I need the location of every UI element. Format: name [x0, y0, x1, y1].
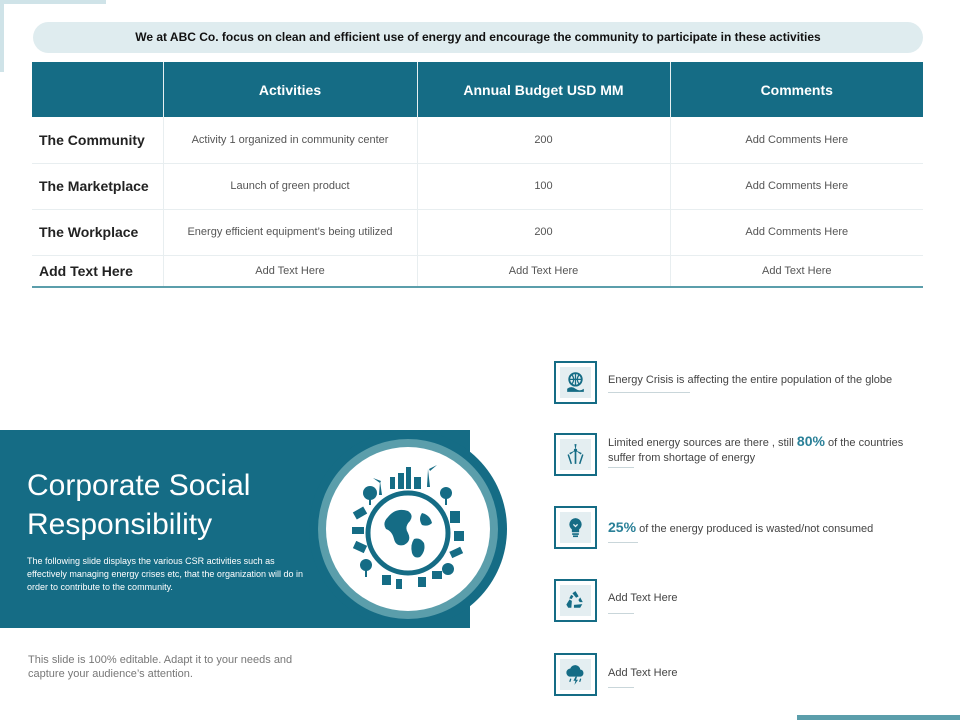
stat-80-percent: 80% — [796, 433, 825, 449]
corner-accent-bottom-right — [797, 715, 960, 720]
activity-cell: Activity 1 organized in community center — [163, 117, 417, 163]
corner-accent-top — [0, 0, 106, 4]
comment-cell: Add Comments Here — [670, 209, 923, 255]
point-divider — [608, 467, 634, 468]
recycle-icon — [563, 588, 588, 613]
lightbulb-icon — [563, 515, 588, 540]
stat-25-percent: 25% — [608, 519, 637, 535]
table-row — [32, 117, 923, 163]
row-label: Add Text Here — [32, 255, 163, 287]
intro-banner: We at ABC Co. focus on clean and efficient use of energy and encourage the community to participate in these activities — [33, 22, 923, 53]
table-row — [32, 209, 923, 255]
activity-cell: Add Text Here — [163, 255, 417, 287]
point-3-text — [608, 520, 918, 537]
title-line-2: Responsibility — [27, 508, 213, 541]
table-row — [32, 163, 923, 209]
row-label: The Marketplace — [32, 163, 163, 209]
row-label: The Community — [32, 117, 163, 163]
point-divider — [608, 613, 634, 614]
point-2-text — [608, 434, 908, 466]
point-2-text-before: Limited energy sources are there , still — [608, 437, 797, 449]
activity-cell: Launch of green product — [163, 163, 417, 209]
budget-cell: 100 — [417, 163, 670, 209]
activity-cell: Energy efficient equipment’s being utilized — [163, 209, 417, 255]
table-header-row — [32, 62, 923, 117]
comment-cell: Add Comments Here — [670, 117, 923, 163]
point-2-text-after: of the countries suffer from shortage of energy — [608, 437, 904, 464]
row-label: The Workplace — [32, 209, 163, 255]
wind-turbine-icon — [563, 442, 588, 467]
point-divider — [608, 392, 690, 393]
point-4-text: Add Text Here — [608, 592, 678, 604]
point-icon-box — [554, 653, 597, 696]
point-3-text-after: of the energy produced is wasted/not consumed — [636, 523, 874, 535]
point-1-text: Energy Crisis is affecting the entire population of the globe — [608, 374, 893, 386]
editable-footnote: This slide is 100% editable. Adapt it to your needs and capture your audience’s attention. — [28, 654, 293, 680]
comment-cell: Add Comments Here — [670, 163, 923, 209]
csr-activities-table — [32, 62, 923, 288]
header-comments: Comments — [670, 62, 923, 117]
point-divider — [608, 687, 634, 688]
point-5-text: Add Text Here — [608, 667, 678, 679]
globe-hand-icon — [563, 370, 588, 395]
budget-cell: Add Text Here — [417, 255, 670, 287]
budget-cell: 200 — [417, 117, 670, 163]
header-activities: Activities — [163, 62, 417, 117]
corner-accent-left — [0, 0, 4, 72]
point-icon-box — [554, 579, 597, 622]
point-icon-box — [554, 506, 597, 549]
point-icon-box — [554, 433, 597, 476]
header-budget: Annual Budget USD MM — [417, 62, 670, 117]
point-divider — [608, 542, 638, 543]
page-title — [27, 466, 307, 544]
title-line-1: Corporate Social — [27, 469, 251, 502]
table-row — [32, 255, 923, 287]
csr-description: The following slide displays the various CSR activities such as effectively managing energy crises etc, that the organization will do in order to contribute to the community. — [27, 556, 303, 592]
storm-cloud-icon — [563, 662, 588, 687]
comment-cell: Add Text Here — [670, 255, 923, 287]
budget-cell: 200 — [417, 209, 670, 255]
eco-globe-illustration-icon — [326, 447, 490, 611]
header-blank — [32, 62, 163, 117]
point-icon-box — [554, 361, 597, 404]
